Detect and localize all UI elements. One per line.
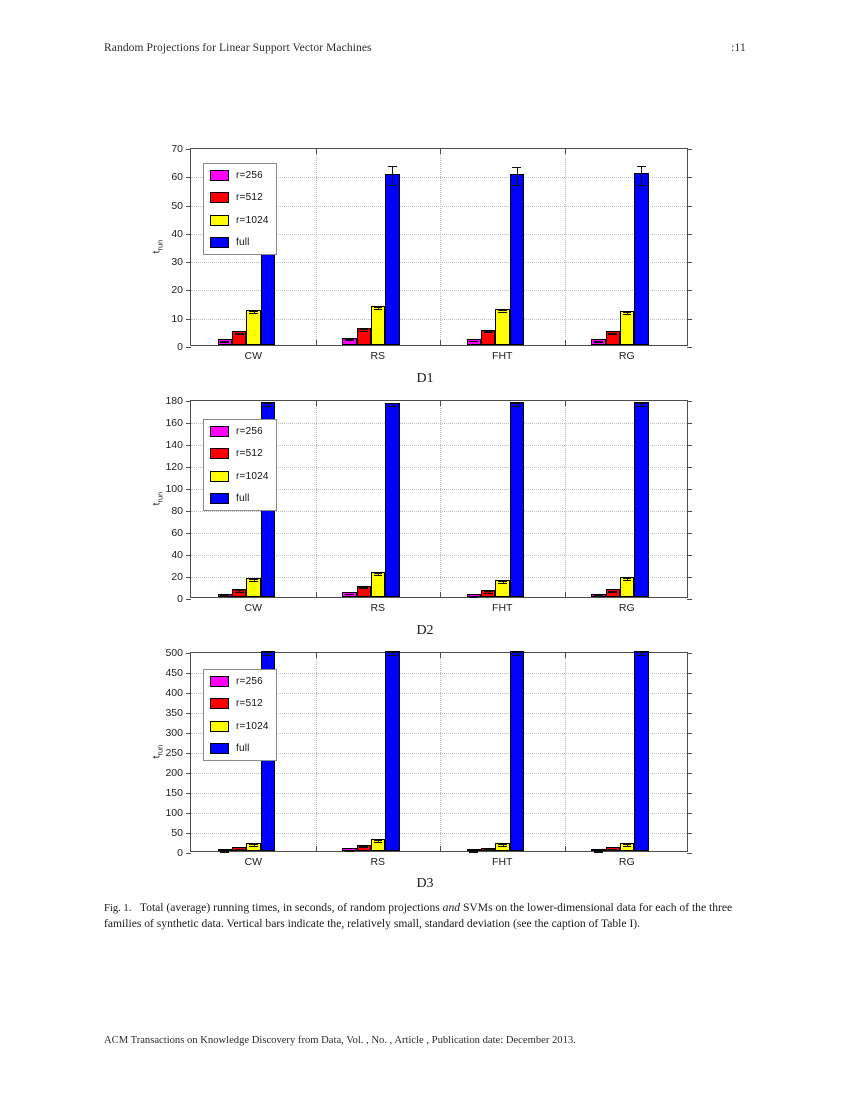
y-tick-label: 120 [165,461,183,473]
error-bar-cap-top [623,844,632,845]
chart-legend [203,163,277,255]
figure-caption-label: Fig. 1. [104,903,132,914]
legend-swatch-icon [210,493,229,504]
error-bar-cap-top [263,403,272,404]
y-tick-label: 150 [165,787,183,799]
error-bar-cap-top [623,312,632,313]
error-bar-cap-bottom [249,581,258,582]
y-tick-mark [186,793,191,794]
y-tick-mark [186,813,191,814]
error-bar-cap-bottom [374,842,383,843]
error-bar-cap-top [498,310,507,311]
error-bar-cap-bottom [388,185,397,186]
y-tick-label: 350 [165,707,183,719]
y-tick-mark-right [687,599,692,600]
x-tick-mark-top [440,401,441,406]
y-tick-label: 160 [165,417,183,429]
panel-caption-D2: D2 [416,623,434,638]
x-tick-mark [316,592,317,597]
error-bar-cap-bottom [374,309,383,310]
y-tick-mark [186,713,191,714]
y-tick-mark [186,401,191,402]
x-category-label: RG [618,602,635,614]
chart-legend [203,419,277,511]
bar-full-RG [634,173,648,345]
x-tick-mark [565,846,566,851]
x-tick-mark [316,846,317,851]
x-category-label: CW [244,602,262,614]
x-gridline [565,401,566,597]
error-bar-cap-bottom [608,850,617,851]
x-category-label: CW [244,350,262,362]
y-tick-mark-right [687,206,692,207]
y-tick-label: 80 [171,505,183,517]
error-bar-cap-bottom [623,314,632,315]
y-axis-label-main: t [151,502,163,506]
chart-plot-area-D3 [165,647,688,868]
y-tick-mark [186,206,191,207]
x-tick-mark-top [316,401,317,406]
error-bar-cap-bottom [388,406,397,407]
legend-item-r1024 [210,470,269,483]
y-tick-mark [186,653,191,654]
error-bar-cap-top [637,652,646,653]
x-category-label: FHT [492,350,513,362]
y-tick-mark-right [687,533,692,534]
y-tick-mark [186,149,191,150]
error-bar-cap-bottom [220,342,229,343]
y-tick-mark-right [687,401,692,402]
legend-item-label: r=1024 [236,470,269,482]
y-axis-label-main: t [151,250,163,254]
legend-item-label: r=512 [236,448,263,460]
legend-swatch-icon [210,471,229,482]
y-tick-mark [186,853,191,854]
y-tick-mark-right [687,577,692,578]
y-tick-label: 20 [171,284,183,297]
y-tick-mark-right [687,833,692,834]
error-bar-cap-top [388,652,397,653]
y-tick-label: 40 [171,549,183,561]
error-bar-stem [392,166,393,185]
error-bar-cap-bottom [623,846,632,847]
y-tick-mark [186,753,191,754]
x-tick-mark [316,340,317,345]
error-bar-cap-top [637,403,646,404]
x-category-label: FHT [492,856,513,868]
legend-item-label: r=256 [236,426,263,437]
error-bar-cap-bottom [359,588,368,589]
y-tick-mark [186,511,191,512]
x-category-label: RS [370,856,386,868]
error-bar-cap-bottom [345,851,354,852]
legend-item-label: r=1024 [236,720,269,732]
y-tick-mark-right [687,262,692,263]
error-bar-cap-bottom [388,655,397,656]
legend-swatch-icon [210,192,229,203]
error-bar-cap-bottom [469,852,478,853]
legend-item-r256 [210,169,269,182]
figure-caption-emph: and [442,901,461,914]
y-tick-label: 0 [177,847,183,859]
error-bar-cap-top [498,581,507,582]
y-tick-mark [186,533,191,534]
y-tick-mark [186,833,191,834]
y-tick-label: 180 [165,395,183,407]
error-bar-cap-top [374,573,383,574]
error-bar-cap-bottom [235,334,244,335]
y-tick-mark-right [687,467,692,468]
error-bar-cap-bottom [359,331,368,332]
error-bar-cap-bottom [235,850,244,851]
y-tick-mark-right [687,813,692,814]
y-tick-mark-right [687,347,692,348]
legend-swatch-icon [210,743,229,754]
y-tick-mark [186,733,191,734]
y-tick-mark [186,555,191,556]
x-gridline [316,401,317,597]
x-tick-mark [440,340,441,345]
y-tick-label: 100 [165,483,183,495]
panel-caption-D1: D1 [416,371,434,386]
figure-caption-part2: SVMs on the lower-dimensional data for each of the three families of synthetic data. Vertical bars indicate the, relatively small, standard deviation (see the caption of Table I). [104,901,733,931]
chart-plot-area-D1 [171,143,688,362]
y-tick-mark-right [687,673,692,674]
chart-plot-area-D2 [165,395,688,614]
x-gridline [316,149,317,345]
legend-swatch-icon [210,448,229,459]
y-axis-label-sub: run [155,744,165,756]
legend-item-label: full [236,742,250,754]
error-bar-cap-bottom [512,406,521,407]
y-tick-mark-right [687,653,692,654]
y-tick-label: 450 [165,667,183,679]
y-tick-mark [186,693,191,694]
error-bar-cap-top [512,167,521,168]
y-tick-label: 200 [165,767,183,779]
y-tick-mark-right [687,713,692,714]
bar-r1024-RG [620,311,634,345]
y-tick-label: 70 [171,143,183,155]
error-bar-cap-top [498,844,507,845]
y-tick-label: 60 [171,527,183,539]
error-bar-cap-bottom [594,852,603,853]
error-bar-cap-top [249,311,258,312]
y-tick-mark-right [687,489,692,490]
x-tick-mark-top [316,653,317,658]
error-bar-cap-bottom [637,406,646,407]
legend-item-full [210,236,269,249]
error-bar-cap-bottom [512,185,521,186]
error-bar-cap-bottom [484,593,493,594]
error-bar-cap-top [374,307,383,308]
y-tick-mark-right [687,511,692,512]
y-tick-mark-right [687,290,692,291]
y-tick-label: 0 [177,593,183,605]
y-tick-mark [186,599,191,600]
error-bar-cap-bottom [637,655,646,656]
y-tick-label: 100 [165,807,183,819]
legend-swatch-icon [210,170,229,181]
x-tick-mark-top [440,653,441,658]
y-tick-mark [186,489,191,490]
y-tick-label: 20 [171,571,183,583]
bar-full-FHT [510,651,524,851]
y-axis-caption [152,227,165,267]
x-tick-mark [565,592,566,597]
error-bar-cap-bottom [345,594,354,595]
legend-item-full [210,742,269,755]
x-gridline [440,653,441,851]
x-tick-mark-top [316,149,317,154]
x-category-label: RG [618,350,635,362]
y-axis-caption [152,732,165,772]
error-bar-cap-bottom [220,596,229,597]
error-bar-cap-bottom [484,332,493,333]
x-category-label: RG [618,856,635,868]
bar-full-RS [385,651,399,851]
y-tick-label: 500 [165,647,183,659]
error-bar-cap-bottom [637,185,646,186]
bar-full-RG [634,651,648,851]
y-axis-caption [152,479,165,519]
y-tick-label: 50 [171,827,183,839]
error-bar-cap-top [374,840,383,841]
x-tick-mark [440,846,441,851]
y-tick-mark-right [687,149,692,150]
legend-item-label: r=512 [236,192,263,204]
y-tick-mark-right [687,555,692,556]
error-bar-cap-bottom [263,655,272,656]
legend-item-label: r=512 [236,698,263,710]
y-axis-label-sub: run [155,239,165,251]
legend-item-label: full [236,236,250,248]
error-bar-cap-bottom [623,580,632,581]
legend-item-r1024 [210,720,269,733]
page-folio: :11 [731,42,746,54]
y-tick-mark-right [687,234,692,235]
error-bar-cap-bottom [263,406,272,407]
error-bar-stem [517,167,518,185]
error-bar-cap-top [512,652,521,653]
x-gridline [440,401,441,597]
chart-legend [203,669,277,761]
bar-full-FHT [510,174,524,345]
legend-item-r1024 [210,214,269,227]
bar-full-FHT [510,402,524,597]
legend-item-r256 [210,675,269,688]
bar-full-RS [385,174,399,345]
y-tick-mark-right [687,319,692,320]
error-bar-cap-top [512,403,521,404]
y-tick-label: 10 [171,312,183,325]
legend-item-r512 [210,447,269,460]
y-tick-label: 60 [171,171,183,184]
error-bar-cap-bottom [220,852,229,853]
y-tick-label: 250 [165,747,183,759]
y-tick-mark-right [687,445,692,446]
x-gridline [440,149,441,345]
x-tick-mark-top [565,653,566,658]
error-bar-cap-bottom [374,575,383,576]
error-bar-cap-bottom [484,850,493,851]
y-tick-mark [186,445,191,446]
y-tick-mark-right [687,753,692,754]
running-head-title: Random Projections for Linear Support Vector Machines [104,42,372,54]
y-tick-mark [186,467,191,468]
legend-item-label: full [236,492,250,504]
error-bar-cap-top [388,166,397,167]
y-tick-mark [186,290,191,291]
y-tick-mark [186,177,191,178]
y-tick-label: 300 [165,727,183,739]
y-axis-label-main: t [151,755,163,759]
error-bar-cap-top [263,652,272,653]
legend-item-label: r=256 [236,676,263,687]
x-category-label: RS [370,602,386,614]
legend-swatch-icon [210,215,229,226]
legend-item-r512 [210,697,269,710]
y-tick-mark-right [687,177,692,178]
legend-swatch-icon [210,698,229,709]
y-tick-label: 0 [177,341,183,353]
error-bar-cap-bottom [608,592,617,593]
error-bar-cap-bottom [469,597,478,598]
x-tick-mark-top [440,149,441,154]
panel-caption-D3: D3 [416,876,434,891]
y-tick-mark [186,423,191,424]
x-gridline [565,149,566,345]
x-category-label: CW [244,856,262,868]
error-bar-cap-top [249,579,258,580]
legend-item-label: r=256 [236,170,263,181]
legend-swatch-icon [210,237,229,248]
page-footer [104,1035,752,1046]
error-bar-cap-bottom [498,583,507,584]
error-bar-cap-bottom [498,312,507,313]
error-bar-cap-bottom [498,846,507,847]
y-tick-label: 30 [171,256,183,269]
x-tick-mark [440,592,441,597]
y-tick-label: 140 [165,439,183,451]
x-category-label: RS [370,350,386,362]
y-tick-mark [186,773,191,774]
y-tick-mark [186,262,191,263]
x-tick-mark-top [565,401,566,406]
error-bar-cap-top [388,403,397,404]
x-tick-mark-top [565,149,566,154]
error-bar-cap-bottom [512,655,521,656]
legend-swatch-icon [210,721,229,732]
running-head [104,42,746,54]
error-bar-stem [641,166,642,185]
legend-item-full [210,492,269,505]
y-tick-mark-right [687,773,692,774]
error-bar-cap-top [249,844,258,845]
x-category-label: FHT [492,602,513,614]
y-tick-mark-right [687,423,692,424]
x-gridline [316,653,317,851]
y-tick-label: 50 [171,199,183,212]
bar-full-RS [385,403,399,597]
y-tick-mark [186,673,191,674]
figure-caption [104,900,752,932]
error-bar-cap-top [637,166,646,167]
bar-r1024-RS [371,306,385,345]
y-tick-mark-right [687,693,692,694]
error-bar-cap-bottom [249,846,258,847]
y-tick-mark-right [687,793,692,794]
legend-swatch-icon [210,676,229,687]
error-bar-cap-bottom [608,334,617,335]
error-bar-cap-bottom [359,847,368,848]
error-bar-cap-bottom [249,313,258,314]
error-bar-cap-bottom [345,340,354,341]
x-gridline [565,653,566,851]
footer-text: ACM Transactions on Knowledge Discovery from Data, Vol. , No. , Article , Publication date: December 2013. [104,1035,576,1046]
y-tick-mark [186,577,191,578]
legend-item-r512 [210,191,269,204]
y-tick-mark [186,319,191,320]
error-bar-cap-bottom [594,596,603,597]
error-bar-cap-bottom [469,341,478,342]
error-bar-cap-bottom [594,342,603,343]
y-tick-mark [186,347,191,348]
x-tick-mark [565,340,566,345]
bar-r1024-CW [246,310,260,345]
error-bar-cap-top [623,578,632,579]
y-tick-mark [186,234,191,235]
bar-r1024-FHT [495,309,509,345]
legend-swatch-icon [210,426,229,437]
y-axis-label-sub: run [155,491,165,503]
figure-caption-part1: Total (average) running times, in seconds, of random projections [139,901,443,914]
y-tick-label: 40 [171,227,183,240]
y-tick-mark-right [687,733,692,734]
legend-item-label: r=1024 [236,214,269,226]
legend-item-r256 [210,425,269,438]
error-bar-cap-bottom [235,592,244,593]
y-tick-label: 400 [165,687,183,699]
bar-full-RG [634,402,648,597]
y-tick-mark-right [687,853,692,854]
